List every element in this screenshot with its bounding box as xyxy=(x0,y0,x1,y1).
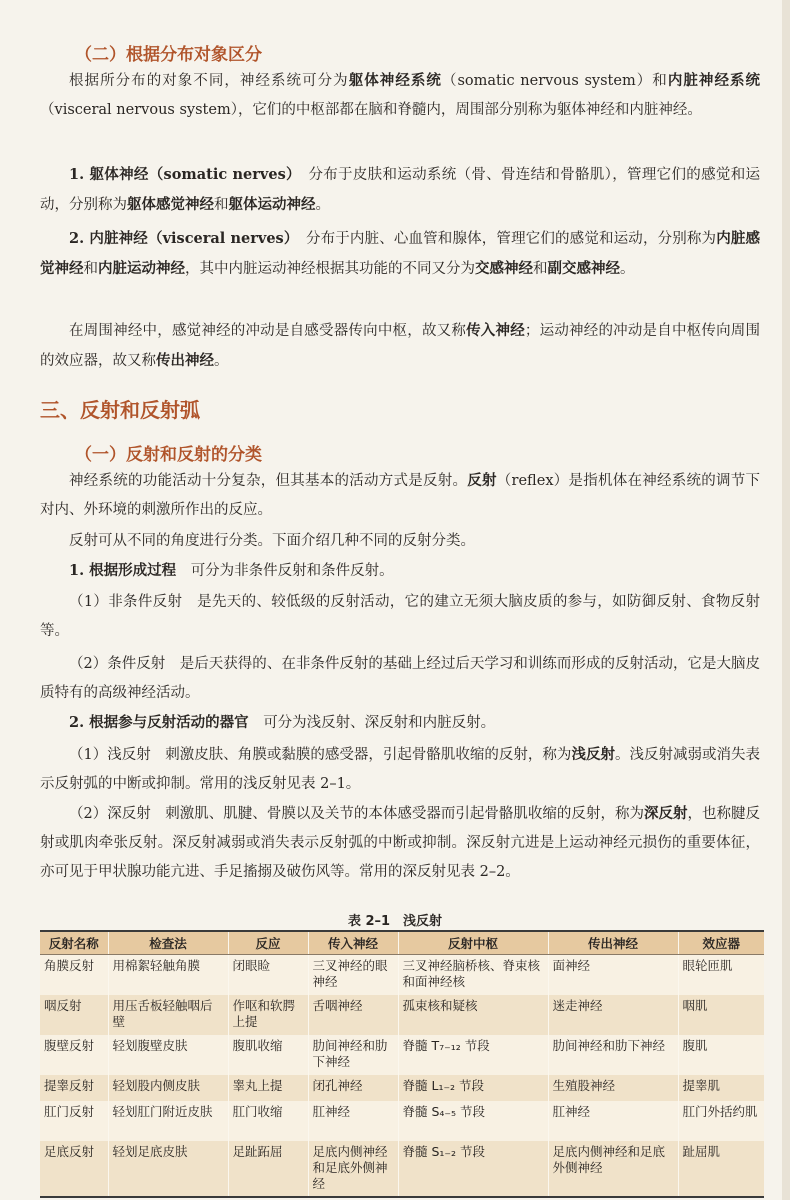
table-row xyxy=(40,1035,764,1075)
table-cell: 生殖股神经 xyxy=(548,1075,678,1101)
table-cell: 孤束核和疑核 xyxy=(398,995,548,1035)
table-cell: 睾丸上提 xyxy=(228,1075,308,1101)
paragraph-superficial-reflex: （1）浅反射 刺激皮肤、角膜或黏膜的感受器，引起骨骼肌收缩的反射，称为浅反射。浅反射减弱或消失表示反射弧的中断或抑制。常用的浅反射见表 2–1。 xyxy=(40,746,761,792)
table-cell: 用棉絮轻触角膜 xyxy=(108,955,228,995)
table-cell: 肋间神经和肋下神经 xyxy=(308,1035,398,1075)
table-cell: 舌咽神经 xyxy=(308,995,398,1035)
table-cell: 脊髓 S₄₋₅ 节段 xyxy=(398,1101,548,1141)
subsection-heading-reflex-classification: （一）反射和反射的分类 xyxy=(75,445,262,465)
superficial-reflex-table xyxy=(40,930,764,1198)
table-cell: 角膜反射 xyxy=(40,955,108,995)
table-cell: 腹肌 xyxy=(678,1035,764,1075)
table-cell: 三叉神经脑桥核、脊束核和面神经核 xyxy=(398,955,548,995)
paragraph-conditioned-reflex: （2）条件反射 是后天获得的、在非条件反射的基础上经过后天学习和训练而形成的反射活动，它是大脑皮质特有的高级神经活动。 xyxy=(40,656,760,701)
paragraph-nervous-system-division: 根据所分布的对象不同，神经系统可分为躯体神经系统（somatic nervous system）和内脏神经系统（visceral nervous system），它们的中枢部都在脑和脊髓内，周围部分别称为躯体神经和内脏神经。 xyxy=(40,72,761,118)
table-cell: 闭眼睑 xyxy=(228,955,308,995)
table-cell: 肛门收缩 xyxy=(228,1101,308,1141)
table-cell: 脊髓 S₁₋₂ 节段 xyxy=(398,1141,548,1197)
table-row xyxy=(40,1101,764,1141)
table-cell: 咽反射 xyxy=(40,995,108,1035)
table-cell: 肋间神经和肋下神经 xyxy=(548,1035,678,1075)
table-header: 反射名称 xyxy=(40,931,108,955)
table-cell: 腹壁反射 xyxy=(40,1035,108,1075)
table-cell: 提睾反射 xyxy=(40,1075,108,1101)
paragraph-by-formation: 1. 根据形成过程 可分为非条件反射和条件反射。 xyxy=(69,562,394,579)
table-cell: 脊髓 T₇₋₁₂ 节段 xyxy=(398,1035,548,1075)
table-cell: 足底内侧神经和足底外侧神经 xyxy=(548,1141,678,1197)
table-header: 反应 xyxy=(228,931,308,955)
table-cell: 轻划腹壁皮肤 xyxy=(108,1035,228,1075)
table-cell: 肛门外括约肌 xyxy=(678,1101,764,1141)
paragraph-visceral-nerves: 2. 内脏神经（visceral nerves） 分布于内脏、心血管和腺体，管理它们的感觉和运动，分别称为内脏感觉神经和内脏运动神经，其中内脏运动神经根据其功能的不同又分为交感神经和副交感神经。 xyxy=(40,230,761,277)
table-cell: 用压舌板轻触咽后壁 xyxy=(108,995,228,1035)
table-cell: 眼轮匝肌 xyxy=(678,955,764,995)
table-row xyxy=(40,1075,764,1101)
table-cell: 肛神经 xyxy=(548,1101,678,1141)
table-cell: 肛门反射 xyxy=(40,1101,108,1141)
table-cell: 面神经 xyxy=(548,955,678,995)
table-cell: 提睾肌 xyxy=(678,1075,764,1101)
paragraph-somatic-nerves: 1. 躯体神经（somatic nerves） 分布于皮肤和运动系统（骨、骨连结和骨骼肌），管理它们的感觉和运动，分别称为躯体感觉神经和躯体运动神经。 xyxy=(40,166,761,213)
table-caption: 表 2–1 浅反射 xyxy=(347,914,443,929)
paragraph-reflex-classes: 反射可从不同的角度进行分类。下面介绍几种不同的反射分类。 xyxy=(69,533,475,549)
section-heading-reflex: 三、反射和反射弧 xyxy=(40,398,200,422)
section-heading-distribution: （二）根据分布对象区分 xyxy=(75,45,262,65)
table-cell: 脊髓 L₁₋₂ 节段 xyxy=(398,1075,548,1101)
table-header: 传出神经 xyxy=(548,931,678,955)
table-header: 反射中枢 xyxy=(398,931,548,955)
table-cell: 趾屈肌 xyxy=(678,1141,764,1197)
table-row xyxy=(40,1141,764,1197)
paragraph-reflex-definition: 神经系统的功能活动十分复杂，但其基本的活动方式是反射。反射（reflex）是指机体在神经系统的调节下对内、外环境的刺激所作出的反应。 xyxy=(40,472,761,518)
table-cell: 轻划肛门附近皮肤 xyxy=(108,1101,228,1141)
table-header: 效应器 xyxy=(678,931,764,955)
table-header-row xyxy=(40,931,764,955)
page-margin-shadow xyxy=(782,0,790,1200)
table-cell: 轻划足底皮肤 xyxy=(108,1141,228,1197)
table-row xyxy=(40,955,764,995)
table-cell: 足底内侧神经和足底外侧神经 xyxy=(308,1141,398,1197)
table-cell: 闭孔神经 xyxy=(308,1075,398,1101)
table-header: 传入神经 xyxy=(308,931,398,955)
table-cell: 咽肌 xyxy=(678,995,764,1035)
table-cell: 作呕和软腭上提 xyxy=(228,995,308,1035)
table-row xyxy=(40,995,764,1035)
paragraph-by-organ: 2. 根据参与反射活动的器官 可分为浅反射、深反射和内脏反射。 xyxy=(69,714,496,731)
paragraph-afferent-efferent: 在周围神经中，感觉神经的冲动是自感受器传向中枢，故又称传入神经；运动神经的冲动是自中枢传向周围的效应器，故又称传出神经。 xyxy=(40,322,761,369)
table-cell: 三叉神经的眼神经 xyxy=(308,955,398,995)
table-cell: 腹肌收缩 xyxy=(228,1035,308,1075)
paragraph-deep-reflex: （2）深反射 刺激肌、肌腱、骨膜以及关节的本体感受器而引起骨骼肌收缩的反射，称为深反射，也称腱反射或肌肉牵张反射。深反射减弱或消失表示反射弧的中断或抑制。深反射亢进是上运动神经元损伤的重要体征，亦可见于甲状腺功能亢进、手足搐搦及破伤风等。常用的深反射见表 2–2。 xyxy=(40,805,761,880)
table-cell: 轻划股内侧皮肤 xyxy=(108,1075,228,1101)
table-header: 检查法 xyxy=(108,931,228,955)
table-cell: 肛神经 xyxy=(308,1101,398,1141)
table-cell: 足底反射 xyxy=(40,1141,108,1197)
table-cell: 迷走神经 xyxy=(548,995,678,1035)
table-cell: 足趾跖屈 xyxy=(228,1141,308,1197)
paragraph-unconditioned-reflex: （1）非条件反射 是先天的、较低级的反射活动，它的建立无须大脑皮质的参与，如防御反射、食物反射等。 xyxy=(40,594,760,639)
